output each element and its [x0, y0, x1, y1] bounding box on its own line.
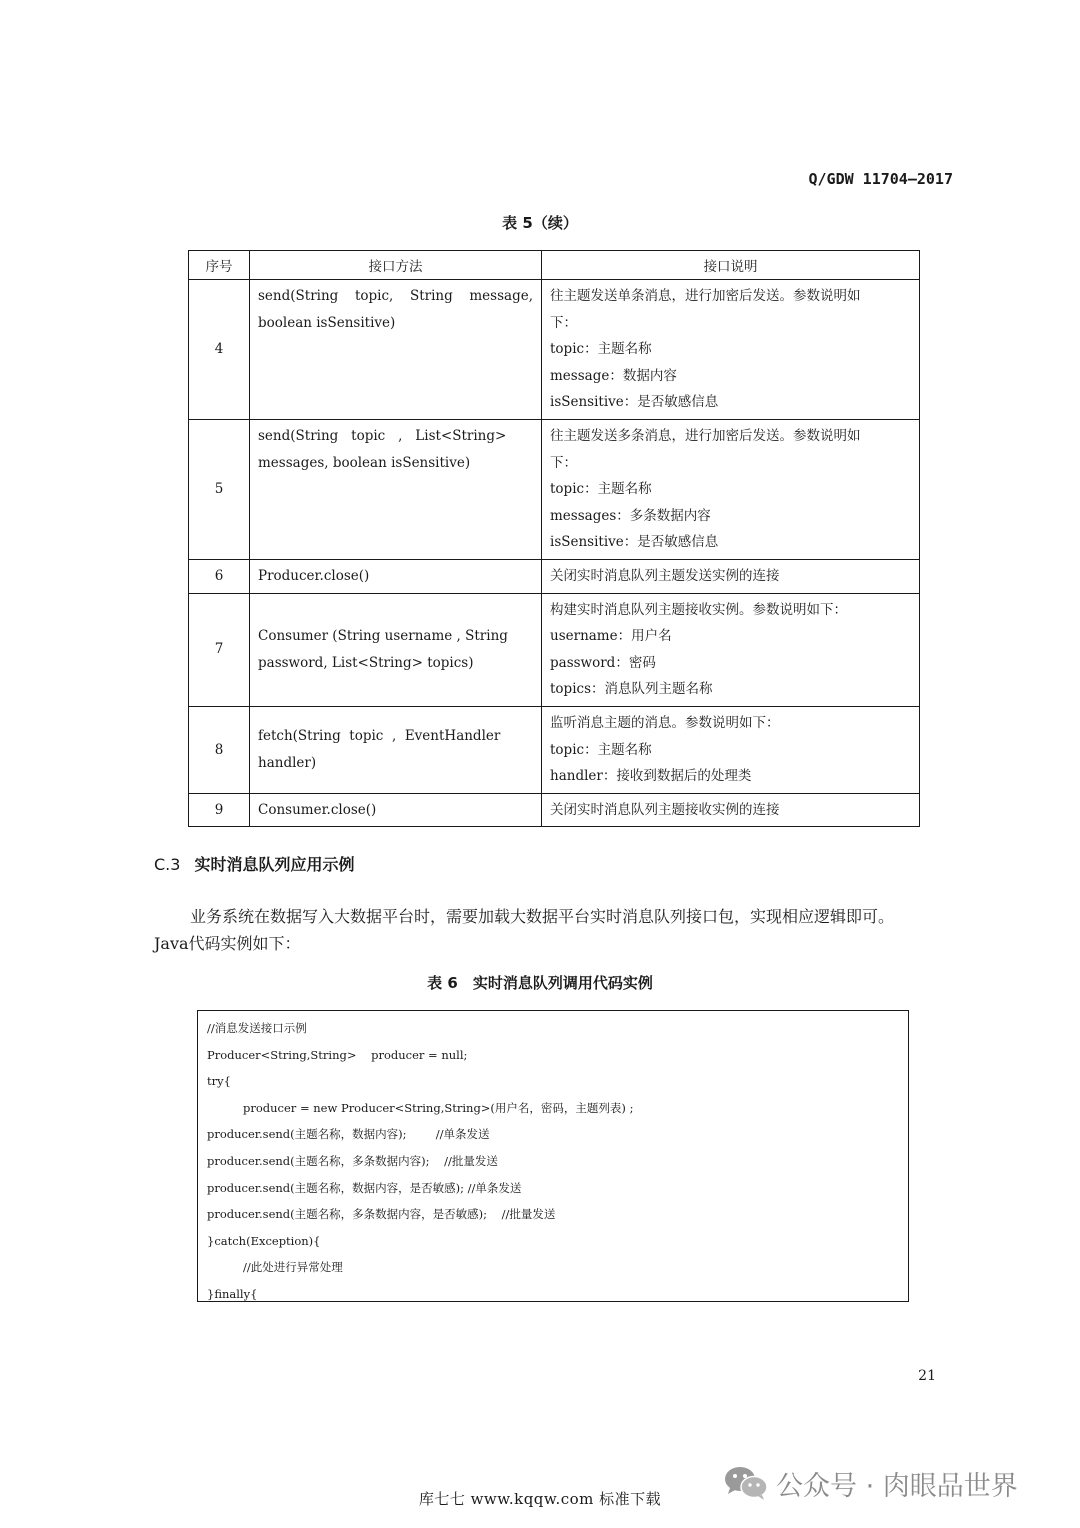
wechat-icon: [722, 1463, 770, 1503]
row-description: 关闭实时消息队列主题发送实例的连接: [542, 559, 920, 593]
row-index: 9: [189, 793, 250, 827]
row-index: 4: [189, 280, 250, 420]
row-description: 监听消息主题的消息。参数说明如下： topic：主题名称 handler：接收到数据后的处理类: [542, 706, 920, 793]
paragraph-line: 业务系统在数据写入大数据平台时，需要加载大数据平台实时消息队列接口包，实现相应逻辑即可。: [190, 907, 895, 926]
page-number: 21: [918, 1368, 936, 1384]
body-paragraph: [154, 903, 964, 957]
row-method: Producer.close(): [250, 559, 542, 593]
row-index: 5: [189, 419, 250, 559]
header-method: 接口方法: [250, 251, 542, 280]
standard-number: Q/GDW 11704—2017: [808, 170, 953, 188]
code-line: producer = new Producer<String,String>(用户名，密码，主题列表) ;: [243, 1100, 634, 1115]
row-method: Consumer (String username , String password, List<String> topics): [250, 593, 542, 706]
row-description: 构建实时消息队列主题接收实例。参数说明如下： username：用户名 password：密码 topics：消息队列主题名称: [542, 593, 920, 706]
code-line: }finally{: [207, 1286, 258, 1301]
row-index: 8: [189, 706, 250, 793]
code-line: }catch(Exception){: [207, 1233, 321, 1248]
row-index: 6: [189, 559, 250, 593]
section-number: C.3: [154, 855, 181, 874]
table-header-row: [189, 251, 920, 280]
code-line: //消息发送接口示例: [207, 1021, 307, 1035]
section-heading: [154, 852, 354, 875]
interface-table: [188, 250, 920, 827]
table6-title: 表 6 实时消息队列调用代码实例: [427, 974, 653, 992]
code-example-box: [197, 1010, 909, 1302]
row-description: 往主题发送单条消息，进行加密后发送。参数说明如 下： topic：主题名称 message：数据内容 isSensitive：是否敏感信息: [542, 280, 920, 420]
code-line: try{: [207, 1074, 231, 1089]
table-row: [189, 793, 920, 827]
code-line: producer.send(主题名称，数据内容，是否敏感); //单条发送: [207, 1180, 522, 1195]
footer-text: 库七七 www.kqqw.com 标准下载: [418, 1490, 662, 1508]
table-row: [189, 280, 920, 420]
row-description: 关闭实时消息队列主题接收实例的连接: [542, 793, 920, 827]
table-row: [189, 706, 920, 793]
watermark: [722, 1463, 1018, 1503]
code-line: producer.send(主题名称，数据内容); //单条发送: [207, 1127, 490, 1142]
table5-title: 表 5（续）: [502, 214, 578, 232]
table-row: [189, 419, 920, 559]
row-method: fetch(String topic , EventHandler handler): [250, 706, 542, 793]
code-line: producer.send(主题名称，多条数据内容，是否敏感); //批量发送: [207, 1207, 556, 1222]
row-method: Consumer.close(): [250, 793, 542, 827]
table-row: [189, 593, 920, 706]
header-index: 序号: [189, 251, 250, 280]
paragraph-line: Java代码实例如下：: [154, 934, 301, 953]
row-method: send(String topic , List<String> messages, boolean isSensitive): [250, 419, 542, 559]
row-index: 7: [189, 593, 250, 706]
code-line: producer.send(主题名称，多条数据内容); //批量发送: [207, 1153, 498, 1168]
row-method: send(String topic, String message, boolean isSensitive): [250, 280, 542, 420]
section-title: 实时消息队列应用示例: [194, 855, 355, 874]
row-description: 往主题发送多条消息，进行加密后发送。参数说明如 下： topic：主题名称 messages：多条数据内容 isSensitive：是否敏感信息: [542, 419, 920, 559]
watermark-text: 公众号 · 肉眼品世界: [776, 1470, 1018, 1502]
code-line: //此处进行异常处理: [243, 1260, 343, 1275]
header-description: 接口说明: [542, 251, 920, 280]
code-line: Producer<String,String> producer = null;: [207, 1047, 468, 1062]
table-row: [189, 559, 920, 593]
